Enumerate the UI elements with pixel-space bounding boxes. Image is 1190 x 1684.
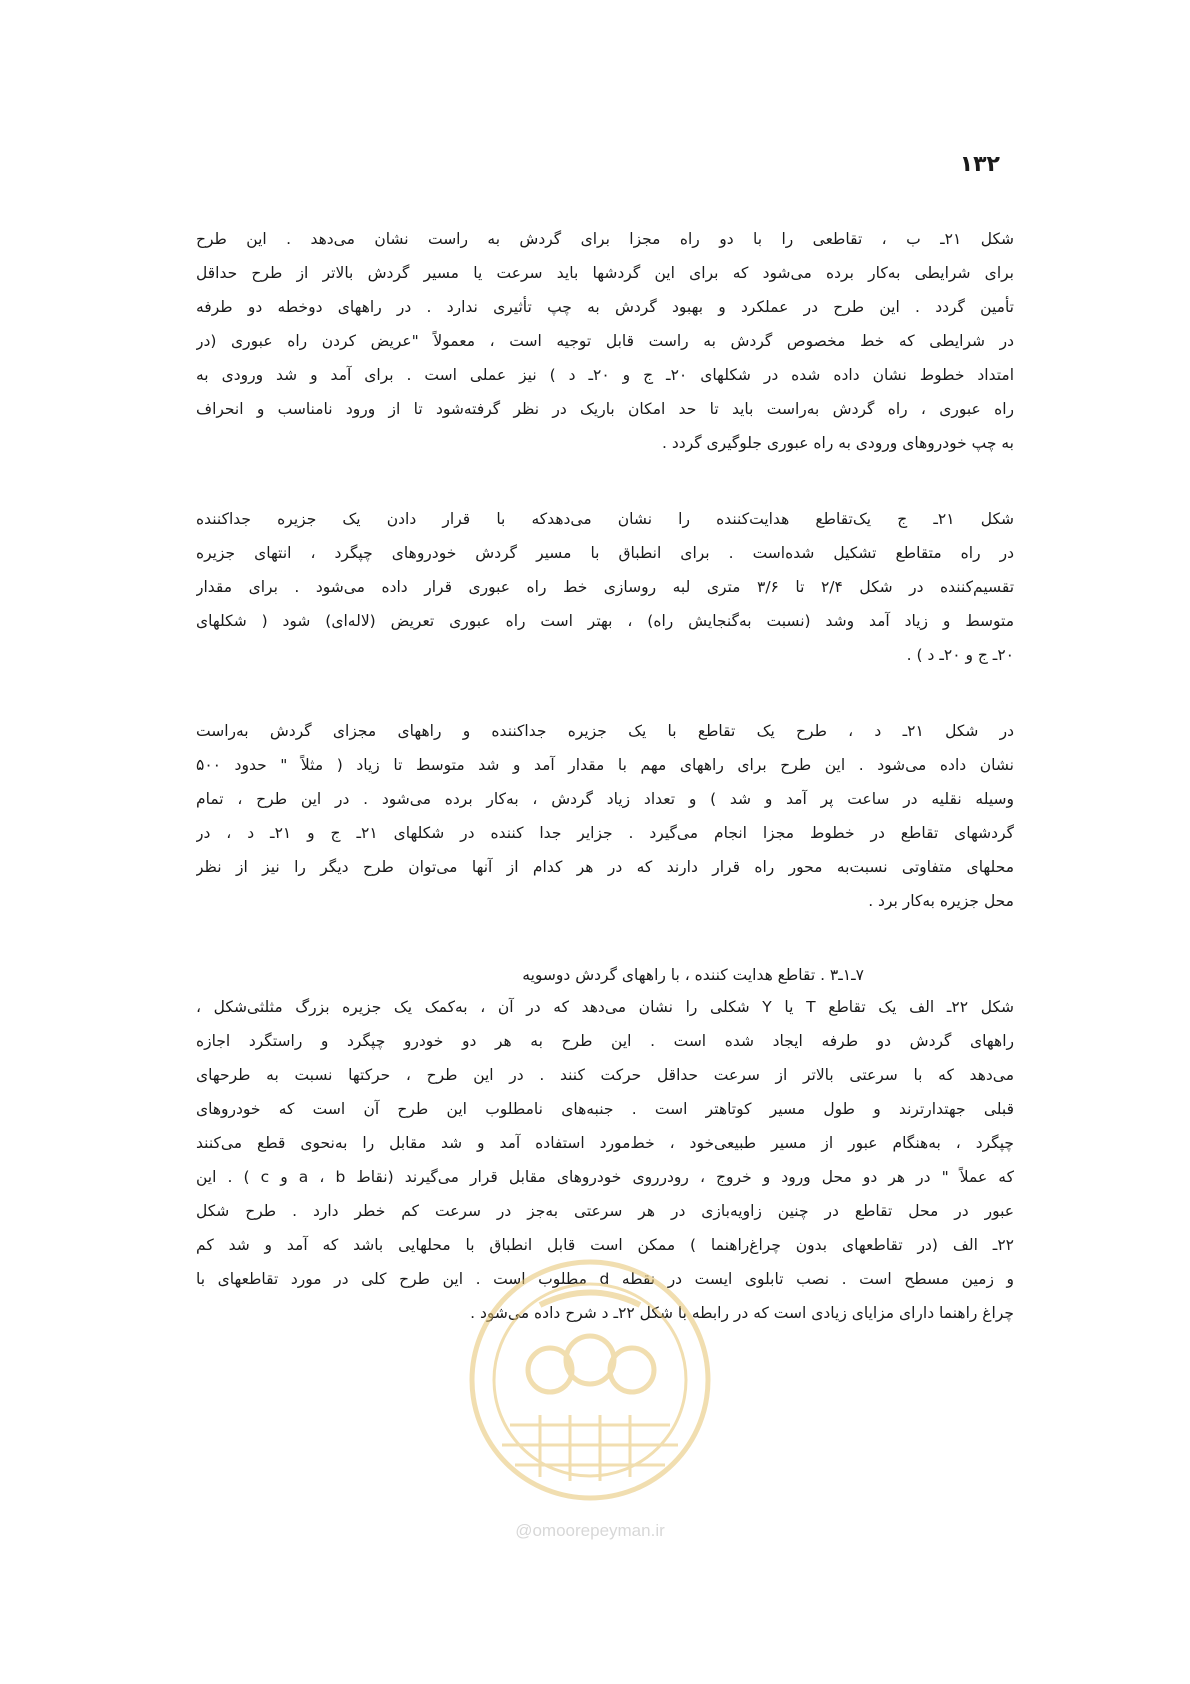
text-line: وسیله نقلیه در ساعت پر آمد و شد ) و تعداد زیاد گردش ، به‌کار برده می‌شود . در این طرح ، تمام <box>196 790 1014 808</box>
text-line: شکل ۲۲ـ الف یک تقاطع T یا Y شکلی را نشان می‌دهد که در آن ، به‌کمک یک جزیره بزرگ مثلثی‌شکل ، <box>196 998 1014 1016</box>
text-line: قبلی جهتدارترند و طول مسیر کوتاهتر است . جنبه‌های نامطلوب این طرح آن است که خودروهای <box>196 1100 1014 1118</box>
paragraph-1 <box>196 222 1014 460</box>
text-line: عبور در محل تقاطع در چنین زاویه‌بازی در هر سرعتی به‌جز در سرعت کم خطر دارد . طرح شکل <box>196 1202 1014 1220</box>
text-line: برای شرایطی به‌کار برده می‌شود که برای این گردشها باید سرعت یا مسیر گردش بالاتر از طرح حداقل <box>196 264 1014 282</box>
text-line: چپگرد ، به‌هنگام عبور از مسیر طبیعی‌خود ، خط‌مورد استفاده آمد و شد مقابل را به‌نحوی قطع می‌کنند <box>196 1134 1014 1152</box>
section-heading: ۷ـ۱ـ۳ . تقاطع هدایت کننده ، با راههای گردش دوسویه <box>522 966 864 984</box>
paragraph-2 <box>196 502 1014 672</box>
text-line: راه عبوری ، راه گردش به‌راست باید تا حد امکان باریک در نظر گرفته‌شود تا از ورود نامناسب و انحراف <box>196 400 1014 418</box>
text-line: شکل ۲۱ـ ج یک‌تقاطع هدایت‌کننده را نشان می‌دهدکه با قرار دادن یک جزیره جداکننده <box>196 510 1014 528</box>
text-line: گردشهای تقاطع در خطوط مجزا انجام می‌گیرد . جزایر جدا کننده در شکلهای ۲۱ـ ج و ۲۱ـ د ، در <box>196 824 1014 842</box>
text-line: امتداد خطوط نشان داده شده در شکلهای ۲۰ـ ج و ۲۰ـ د ) نیز عملی است . برای آمد و شد ورودی به <box>196 366 1014 384</box>
text-line: به چپ خودروهای ورودی به راه عبوری جلوگیری گردد . <box>662 434 1014 452</box>
text-line: راههای گردش دو طرفه ایجاد شده است . این طرح به هر دو خودرو چپگرد و راستگرد اجازه <box>196 1032 1014 1050</box>
watermark-url: @omoorepeyman.ir <box>515 1521 665 1540</box>
paragraph-3 <box>196 714 1014 918</box>
text-line: چراغ راهنما دارای مزایای زیادی است که در رابطه با شکل ۲۲ـ د شرح داده می‌شود . <box>470 1304 1014 1322</box>
text-line: محل جزیره به‌کار برد . <box>868 892 1014 910</box>
text-line: در شرایطی که خط مخصوص گردش به راست قابل توجیه است ، معمولاً "عریض کردن راه عبوری (در <box>196 332 1014 350</box>
text-line: نشان داده می‌شود . این طرح برای راههای مهم با مقدار آمد و شد متوسط تا زیاد ( مثلاً " حدود ۵۰۰ <box>196 756 1014 774</box>
text-line: ۲۰ـ ج و ۲۰ـ د ) . <box>906 646 1014 664</box>
text-line: تقسیم‌کننده در شکل ۲/۴ تا ۳/۶ متری لبه روسازی خط راه عبوری قرار داده می‌شود . برای مقدار <box>196 578 1014 596</box>
text-line: در راه متقاطع تشکیل شده‌است . برای انطباق با مسیر گردش خودروهای چپگرد ، انتهای جزیره <box>196 544 1014 562</box>
page-number: ۱۳۲ <box>959 152 1000 177</box>
text-line: ۲۲ـ الف (در تقاطعهای بدون چراغ‌راهنما ) ممکن است قابل انطباق با محلهایی باشد که آمد و شد کم <box>196 1236 1014 1254</box>
text-line: و زمین مسطح است . نصب تابلوی ایست در نقطه d مطلوب است . این طرح کلی در مورد تقاطعهای با <box>196 1270 1014 1288</box>
paragraph-4 <box>196 990 1014 1330</box>
text-line: می‌دهد که با سرعتی بالاتر از سرعت حداقل حرکت کنند . در این طرح ، حرکتها نسبت به طرحهای <box>196 1066 1014 1084</box>
body-text <box>196 222 1014 1330</box>
text-line: محلهای متفاوتی نسبت‌به محور راه قرار دارند که در هر کدام از آنها می‌توان طرح دیگر را نیز از نظر <box>196 858 1014 876</box>
text-line: شکل ۲۱ـ ب ، تقاطعی را با دو راه مجزا برای گردش به راست نشان می‌دهد . این طرح <box>196 230 1014 248</box>
text-line: متوسط و زیاد آمد وشد (نسبت به‌گنجایش راه) ، بهتر است راه عبوری تعریض (لاله‌ای) شود ( شکلهای <box>196 612 1014 630</box>
text-line: تأمین گردد . این طرح در عملکرد و بهبود گردش به چپ تأثیری ندارد . در راههای دوخطه دو طرفه <box>196 298 1014 316</box>
text-line: که عملاً " در هر دو محل ورود و خروج ، رودرروی خودروهای مقابل قرار می‌گیرند (نقاط a ، b و c ) . این <box>196 1168 1014 1186</box>
text-line: در شکل ۲۱ـ د ، طرح یک تقاطع با یک جزیره جداکننده و راههای مجزای گردش به‌راست <box>196 722 1014 740</box>
